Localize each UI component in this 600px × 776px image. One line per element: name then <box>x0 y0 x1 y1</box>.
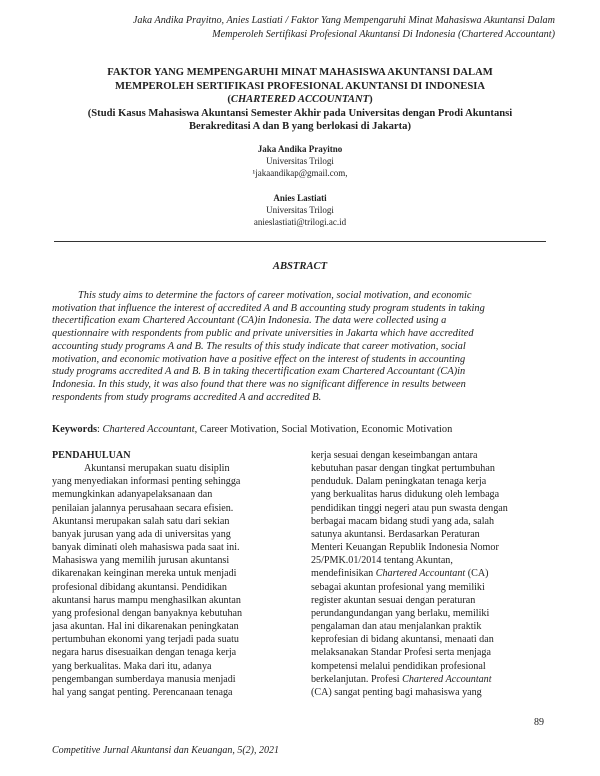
title-line-1: FAKTOR YANG MEMPENGARUHI MINAT MAHASISWA AKUNTANSI DALAM <box>107 67 493 78</box>
body-line: memungkinkan adanyapelaksanaan dan <box>52 489 213 501</box>
title-paren-open: ( <box>227 94 231 105</box>
body-line: Akuntansi merupakan salah satu dari sekian <box>52 515 230 527</box>
paper-title <box>40 66 560 134</box>
title-italic: CHARTERED ACCOUNTANT <box>230 94 370 105</box>
term-italic: Chartered Accountant <box>375 568 466 580</box>
body-line: pertumbuhan ekonomi yang terjadi pada suatu <box>52 634 239 646</box>
body-line <box>311 567 549 580</box>
body-line: kerja sesuai dengan keseimbangan antara <box>311 450 478 461</box>
title-subtitle-2: Berakreditasi A dan B yang berlokasi di Jakarta) <box>188 121 411 132</box>
title-paren-close: ) <box>369 94 373 105</box>
left-column <box>52 449 292 699</box>
journal-footer: Competitive Jurnal Akuntansi dan Keuangan, 5(2), 2021 <box>52 745 280 756</box>
author-name: Jaka Andika Prayitno <box>257 144 343 154</box>
body-line: kompetensi melalui pendidikan profesional <box>311 660 486 672</box>
body-line: 25/PMK.01/2014 tentang Akuntan, <box>311 555 453 567</box>
running-head-line-2: Memperoleh Sertifikasi Profesional Akuntansi Di Indonesia (Chartered Accountant) <box>212 29 555 40</box>
body-line: yang menyediakan informasi penting sehingga <box>52 476 241 488</box>
body-line: Mahasiswa yang memilih jurusan akuntansi <box>52 555 230 567</box>
author-block-1 <box>100 143 500 179</box>
body-line: berbagai macam bidang studi yang ada, salah <box>311 515 495 527</box>
body-line: melaksanakan Standar Profesi serta menjaga <box>311 647 491 659</box>
body-text: berkelanjutan. Profesi <box>311 673 403 685</box>
section-heading: PENDAHULUAN <box>52 450 131 461</box>
body-line: kebutuhan pasar dengan tingkat pertumbuhan <box>311 463 495 475</box>
body-line: (CA) sangat penting bagi mahasiswa yang <box>311 686 482 698</box>
divider-rule <box>54 241 546 242</box>
body-line: satunya akuntansi. Berdasarkan Peraturan <box>311 528 480 540</box>
keyword-italic: Chartered Accountant <box>102 424 195 435</box>
abstract-line: motivation, and economic motivation have a positive effect on the interest of students in accounting <box>52 353 466 365</box>
body-line: banyak diminati oleh mahasiswa pada saat ini. <box>52 542 240 554</box>
body-line: register akuntan sesuai dengan peraturan <box>311 594 476 606</box>
body-line: akuntansi harus mampu menghasilkan akuntan <box>52 594 241 606</box>
term-italic: Chartered Accountant <box>402 673 492 685</box>
right-column <box>311 449 549 699</box>
running-head <box>50 14 555 42</box>
body-line: pendidikan tinggi negeri atau pun swasta dengan <box>311 502 508 514</box>
author-block-2 <box>100 192 500 228</box>
body-line: pengembangan sumberdaya manusia menjadi <box>52 673 236 685</box>
author-name: Anies Lastiati <box>273 193 327 203</box>
body-line: Akuntansi merupakan suatu disiplin <box>84 463 230 475</box>
author-affiliation: Universitas Trilogi <box>266 156 334 166</box>
running-head-line-1: Jaka Andika Prayitno, Anies Lastiati / Faktor Yang Mempengaruhi Minat Mahasiswa Akuntansi Dalam <box>132 15 555 26</box>
author-email: ¹jakaandikap@gmail.com, <box>252 168 348 178</box>
body-line: jasa akuntan. Hal ini dikarenakan peningkatan <box>52 621 239 633</box>
abstract-line: respondents from study programs accredited A and accredited B. <box>52 391 322 403</box>
author-email: anieslastiati@trilogi.ac.id <box>253 217 347 227</box>
body-line: negara harus disesuaikan dengan tenaga kerja <box>52 647 237 659</box>
title-line-3 <box>40 93 560 107</box>
page-number: 89 <box>534 717 544 728</box>
abstract-line: questionnaire with respondents from public and private universities in Jakarta which have accredited <box>52 328 474 340</box>
body-line: yang profesional dengan banyaknya kebutuhan <box>52 607 243 619</box>
author-affiliation: Universitas Trilogi <box>266 205 334 215</box>
body-text: mendefinisikan <box>311 568 376 580</box>
body-text: (CA) <box>465 568 489 580</box>
body-line <box>311 673 549 686</box>
keywords <box>52 424 552 435</box>
body-line: yang berkualitas harus didukung oleh lembaga <box>311 489 500 501</box>
abstract-line: This study aims to determine the factors of career motivation, social motivation, and economic <box>78 290 472 301</box>
body-line: hal yang sangat penting. Perencanaan tenaga <box>52 686 233 698</box>
title-subtitle-1: (Studi Kasus Mahasiswa Akuntansi Semester Akhir pada Universitas dengan Prodi Akuntansi <box>87 107 513 119</box>
abstract-line: thecertification exam Chartered Accountant (CA)in Indonesia. The data were collected using a <box>52 315 447 327</box>
body-line: banyak jurusan yang ada di universitas yang <box>52 528 231 540</box>
body-line: keprofesian di bidang akuntansi, menaati dan <box>311 634 494 646</box>
body-line: perundangundangan yang berlaku, memiliki <box>311 607 490 619</box>
keywords-sep: : <box>97 424 103 435</box>
title-line-2: MEMPEROLEH SERTIFIKASI PROFESIONAL AKUNTANSI DI INDONESIA <box>115 80 485 92</box>
abstract-heading: ABSTRACT <box>272 261 328 272</box>
abstract-line: motivation that influence the interest of accredited A and B accounting study program students in taking <box>52 302 485 314</box>
abstract-body <box>52 290 548 404</box>
keywords-label: Keywords <box>52 424 98 435</box>
body-line: pengalaman dan atau menjalankan praktik <box>311 621 482 633</box>
body-line: Menteri Keuangan Republik Indonesia Nomor <box>311 542 499 554</box>
body-line: yang berkualitas. Maka dari itu, adanya <box>52 660 212 672</box>
body-line: penilaian jalannya perusahaan secara efisien. <box>52 502 234 514</box>
body-line: sebagai akuntan profesional yang memiliki <box>311 581 485 593</box>
abstract-line: accounting study programs A and B. The results of this study indicate that career motivation, social <box>52 340 466 352</box>
body-line: profesional dibidang akuntansi. Pendidikan <box>52 581 227 593</box>
body-line: penduduk. Dalam peningkatan tenaga kerja <box>311 476 487 488</box>
abstract-line: study programs accredited A and B. B in taking thecertification exam Chartered Accountant (CA)in <box>52 366 466 378</box>
abstract-line: Indonesia. In this study, it was also found that there was no significant difference in results between <box>52 378 466 390</box>
body-line: dikarenakan keinginan mereka untuk menjadi <box>52 568 237 580</box>
keywords-rest: , Career Motivation, Social Motivation, Economic Motivation <box>194 424 453 435</box>
